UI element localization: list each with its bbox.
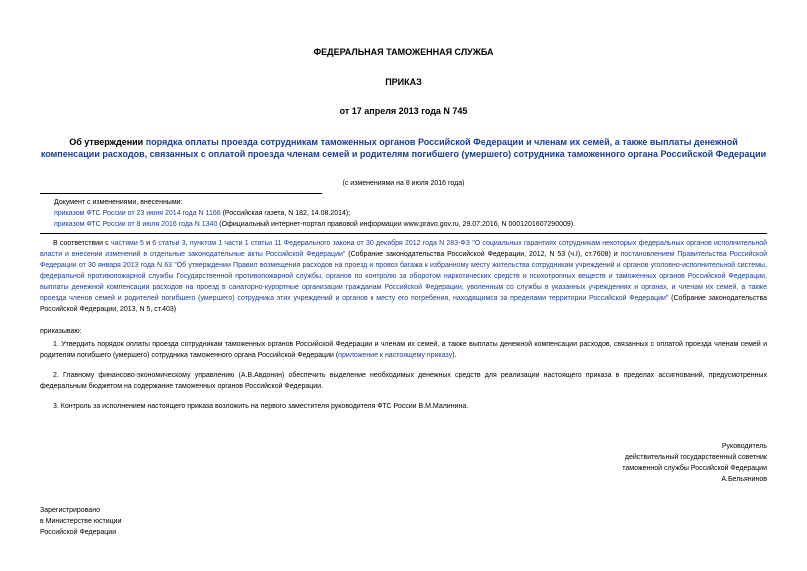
preamble-text: В соответствии с [53,240,111,247]
signature-line: таможенной службы Российской Федерации [622,465,767,472]
order-word: приказываю: [40,328,82,335]
order-item-2: 2. Главному финансово-экономическому управлению (А.В.Авдонин) обеспечить выделение необходимых денежных средств для реализации настоящего приказа в пределах ассигнований, предусмотренных федеральным бюджетом на содержание таможенных органов Российской Федерации. [40,372,767,390]
agency-name: ФЕДЕРАЛЬНАЯ ТАМОЖЕННАЯ СЛУЖБА [313,47,494,57]
preamble-text: (Собрание законодательства Российской Федерации, 2013, N 5, ст.403) [40,295,767,313]
amendment-link-1[interactable]: приказом ФТС России от 23 июня 2014 года N 1166 [54,210,221,217]
preamble-text: (Собрание законодательства Российской Федерации, 2012, N 53 (ч.I), ст.7608) и [345,251,621,258]
preamble-text: и [143,240,153,247]
title-prefix: Об утверждении [69,137,146,147]
preamble-paragraph [40,238,767,315]
law-link[interactable]: частями 5 [110,240,144,247]
registration-line: Зарегистрировано [40,507,100,514]
document-type: ПРИКАЗ [385,77,422,87]
law-link[interactable]: пунктом 1 части 1 статьи 11 Федерального закона от 30 декабря 2012 года N 283-ФЗ "О социальных гарантиях сотрудникам некоторых федеральных органов исполнительной власти и внесении изменений в отдельные законодательные акты Российской Федерации" [40,240,767,258]
order-item-3: 3. Контроль за исполнением настоящего приказа возложить на первого заместителя руководителя ФТС России В.М.Малинина. [53,403,469,410]
registration-line: Российской Федерации [40,529,117,536]
amendment-link-2[interactable]: приказом ФТС России от 8 июля 2016 года N 1340 [54,221,218,228]
registration-line: в Министерстве юстиции [40,518,122,525]
divider-top [40,193,322,194]
amendment-rest-2: (Официальный интернет-портал правовой информации www.pravo.gov.ru, 29.07.2016, N 0001201607290009). [217,221,576,228]
amendment-item [54,219,575,230]
item-text: 1. Утвердить порядок оплаты проезда сотрудникам таможенных органов Российской Федерации и членам их семей, а также выплаты денежной компенсации расходов, связанных с оплатой проезда членам семей и родителям погибшего (умершего) сотрудника таможенного органа Российской Федерации ( [40,341,767,359]
preamble-text: , [185,240,190,247]
amendments-heading: Документ с изменениями, внесенными: [54,199,183,206]
signature-line: действительный государственный советник [624,454,767,461]
document-title [40,136,767,160]
registration-block [40,505,121,538]
order-item-1 [40,339,767,361]
amendment-rest-1: (Российская газета, N 182, 14.08.2014); [220,210,351,217]
divider-bottom [40,233,767,234]
amendment-item [54,208,350,219]
signature-line: Руководитель [721,443,767,450]
decree-link[interactable]: постановлением Правительства Российской Федерации от 30 января 2013 года N 63 "Об утверждении Правил возмещения расходов на проезд и провоз багажа к избранному месту жительства сотрудникам учреждений и органов уголовно-исполнительной системы, федеральной противопожарной службы Государственной противопожарной службы, органов по контролю за оборотом наркотических средств и психотропных веществ и таможенных органов Российской Федерации, выплаты денежной компенсации расходов на проезд в санаторно-курортные организации гражданам Российской Федерации, уволенным со службы в указанных учреждениях и органах, и членам их семей, а также проезда членов семей и родителей погибшего (умершего) сотрудника этих учреждений и органов к месту его погребения, находящимся за пределами территории Российской Федерации" [40,251,767,302]
signature-block [560,441,767,485]
law-link[interactable]: 6 статьи 3 [152,240,186,247]
revision-note: (с изменениями на 8 июля 2016 года) [342,180,465,187]
document-date-number: от 17 апреля 2013 года N 745 [339,106,468,116]
signatory-name: А.Бельянинов [721,476,767,483]
appendix-link[interactable]: приложение к настоящему приказу [338,352,453,359]
item-text: ). [452,352,457,359]
title-link[interactable]: порядка оплаты проезда сотрудникам таможенных органов Российской Федерации и членам их семей, а также выплаты денежной компенсации расходов, связанных с оплатой проезда членам семей и родителям погибшего (умершего) сотрудника таможенного органа Российской Федерации [40,137,767,159]
